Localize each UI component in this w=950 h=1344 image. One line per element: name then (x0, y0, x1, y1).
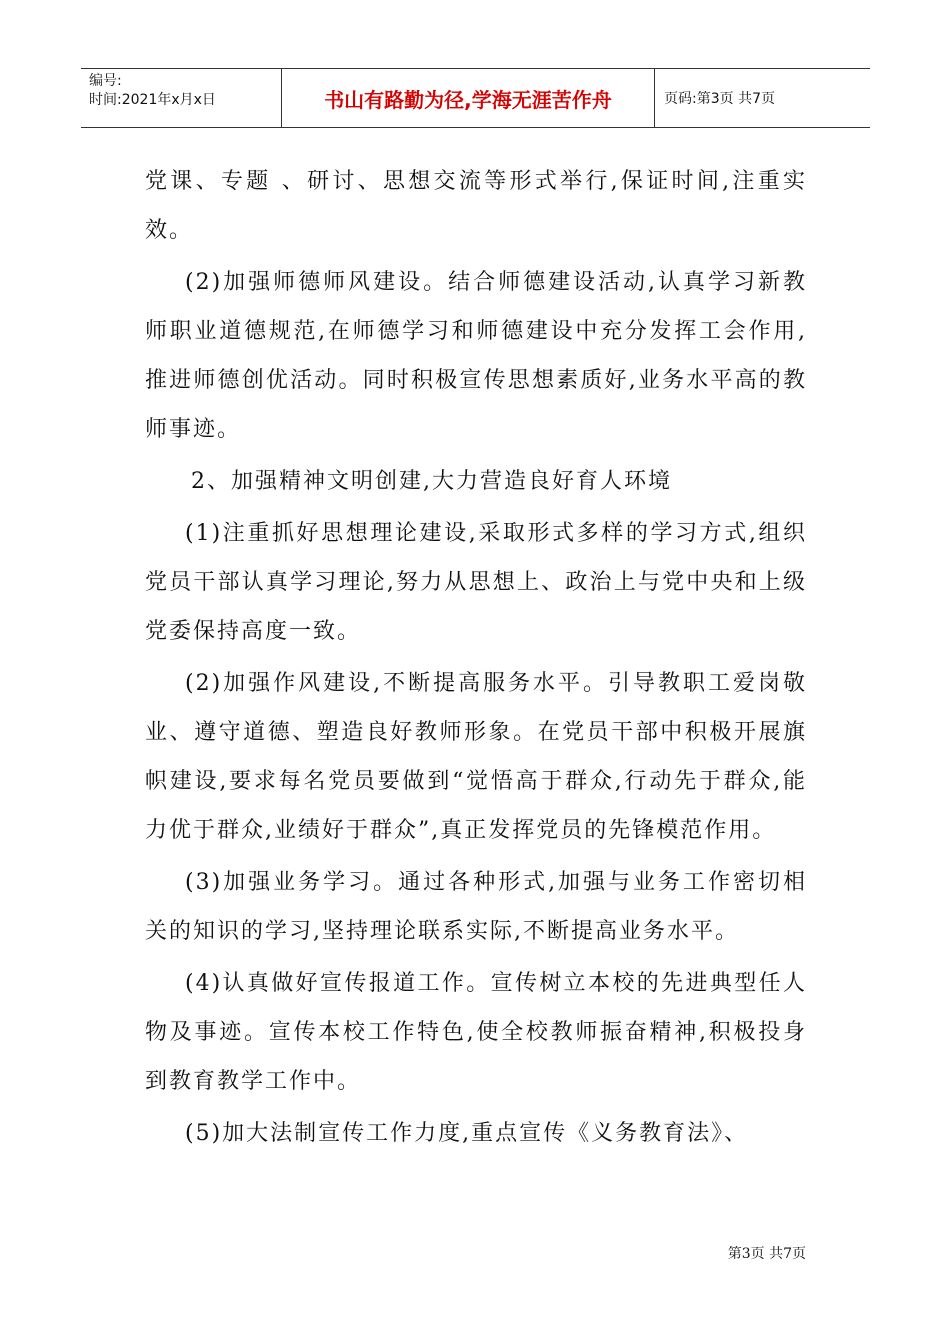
page-footer-number: 第3页 共7页 (727, 1246, 806, 1262)
body-paragraph: (4)认真做好宣传报道工作。宣传树立本校的先进典型任人物及事迹。宣传本校工作特色,使全校教师振奋精神,积极投身到教育教学工作中。 (145, 971, 807, 1094)
body-paragraph: (2)加强师德师风建设。结合师德建设活动,认真学习新教师职业道德规范,在师德学习和师德建设中充分发挥工会作用,推进师德创优活动。同时积极宣传思想素质好,业务水平高的教师事迹。 (145, 270, 807, 442)
document-body (145, 157, 807, 1158)
page-header (81, 68, 870, 128)
header-meta (81, 69, 282, 127)
body-paragraph: (5)加大法制宣传工作力度,重点宣传《义务教育法》、 (185, 1121, 749, 1146)
body-paragraph: (2)加强作风建设,不断提高服务水平。引导教职工爱岗敬业、遵守道德、塑造良好教师形象。在党员干部中积极开展旗帜建设,要求每名党员要做到“觉悟高于群众,行动先于群众,能力优于群众,业绩好于群众”,真正发挥党员的先锋模范作用。 (145, 671, 807, 843)
document-date-label: 时间:2021年x月x日 (89, 92, 216, 108)
header-motto: 书山有路勤为径,学海无涯苦作舟 (282, 69, 655, 127)
document-number-label: 编号: (89, 73, 122, 89)
header-page-info: 页码:第3页 共7页 (664, 91, 775, 107)
section-heading: 2、加强精神文明创建,大力营造良好育人环境 (191, 469, 672, 494)
body-paragraph: (1)注重抓好思想理论建设,采取形式多样的学习方式,组织党员干部认真学习理论,努力从思想上、政治上与党中央和上级党委保持高度一致。 (145, 521, 807, 644)
body-paragraph: (3)加强业务学习。通过各种形式,加强与业务工作密切相关的知识的学习,坚持理论联系实际,不断提高业务水平。 (145, 870, 807, 944)
body-paragraph: 党课、专题 、研讨、思想交流等形式举行,保证时间,注重实效。 (145, 169, 807, 243)
